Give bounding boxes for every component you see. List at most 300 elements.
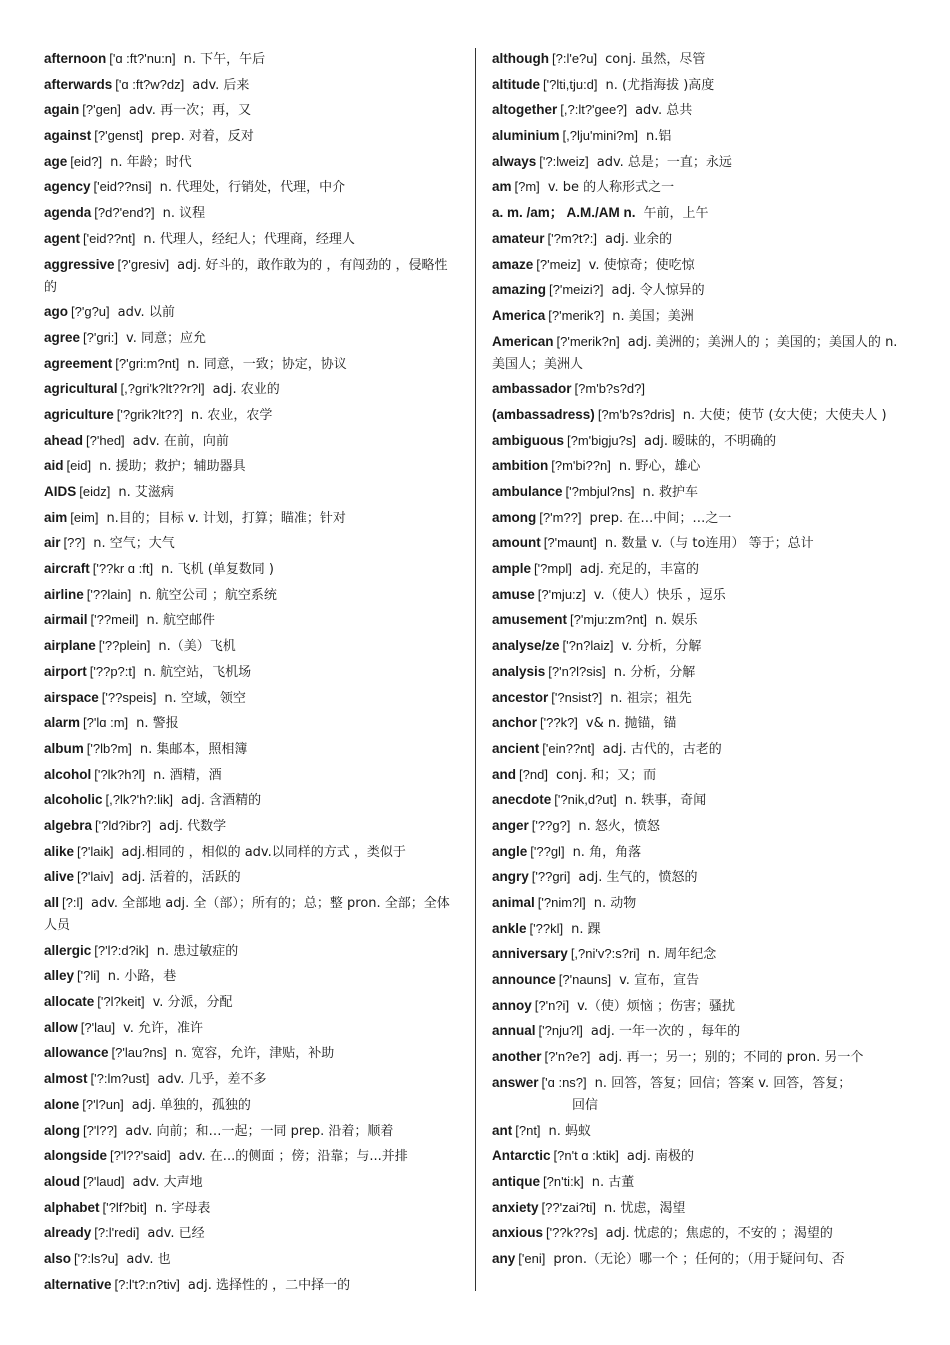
entry-afterwards: [44, 74, 456, 97]
definition: adv. 全部地 adj. 全（部）；所有的；总；整 pron. 全部；全体人员: [44, 896, 450, 933]
phonetic: ['??plein]: [98, 638, 151, 654]
entry-am: [492, 176, 906, 199]
definition: n. 空域，领空: [164, 690, 246, 706]
headword: aluminium: [492, 128, 560, 144]
definition: n. 援助；救护；辅助器具: [99, 459, 246, 475]
phonetic: [?m'b?s?d?]: [574, 381, 645, 397]
headword: altitude: [492, 76, 541, 92]
phonetic: ['ɑ :ns?]: [541, 1074, 587, 1090]
entry-age: [44, 151, 456, 174]
definition: adv. 以前: [117, 305, 175, 321]
phonetic: ['?lb?m]: [86, 740, 132, 756]
definition: n. 古董: [591, 1174, 635, 1190]
headword: angry: [492, 869, 529, 885]
definition: n. 代理人，经纪人；代理商，经理人: [143, 231, 355, 247]
definition: adv. 已经: [147, 1226, 205, 1242]
headword: ambulance: [492, 484, 563, 499]
headword: analyse/ze: [492, 638, 560, 654]
definition: v& n. 抛锚，锚: [585, 716, 677, 732]
entry-anxiety: [492, 1197, 906, 1220]
headword: alone: [44, 1096, 80, 1112]
headword: American: [492, 333, 554, 349]
definition: v. be 的人称形式之一: [547, 180, 675, 196]
phonetic: [?'n?i]: [534, 997, 570, 1013]
entry-aid: [44, 455, 456, 478]
definition: n. 蚂蚁: [548, 1123, 592, 1139]
definition: n. 集邮本，照相簿: [139, 741, 248, 757]
left-column: [44, 48, 456, 1299]
headword: against: [44, 128, 92, 144]
headword: America: [492, 307, 546, 323]
entry-agency: [44, 176, 456, 199]
headword: ahead: [44, 432, 84, 448]
headword: amount: [492, 535, 541, 551]
headword: anger: [492, 817, 529, 833]
headword: album: [44, 740, 84, 756]
entry-angle: [492, 841, 906, 864]
entry-allergic: [44, 940, 456, 963]
definition: n. 航空公司 ；航空系统: [139, 587, 277, 603]
definition: adj. 一年一次的 ，每年的: [590, 1024, 741, 1040]
headword: anxious: [492, 1225, 544, 1241]
entry-agenda: [44, 202, 456, 225]
phonetic: ['?l?keit]: [97, 994, 145, 1010]
headword: ample: [492, 561, 532, 577]
entry-ambassadress: [492, 404, 906, 427]
entry-anchor: [492, 712, 906, 735]
phonetic: [??]: [63, 535, 86, 551]
headword: alarm: [44, 715, 81, 731]
definition: n. 数量 v.（与 to连用） 等于；总计: [604, 536, 814, 552]
headword: airmail: [44, 612, 88, 628]
definition: adv. 再一次；再，又: [128, 103, 252, 119]
entry-amusement: [492, 609, 906, 632]
entry-amuse: [492, 584, 906, 607]
definition: prep. 在…中间；…之一: [589, 510, 732, 526]
headword: anniversary: [492, 946, 568, 962]
entry-ago: [44, 301, 456, 324]
phonetic: [?'gri:m?nt]: [115, 355, 180, 371]
definition: adj. 代数学: [159, 818, 227, 834]
headword: another: [492, 1049, 542, 1065]
phonetic: [?:l't?:n?tiv]: [114, 1276, 180, 1292]
definition: n. 忧虑，渴望: [604, 1200, 686, 1216]
phonetic: [?'genst]: [94, 128, 144, 144]
definition: v.（使人）快乐 ，逗乐: [593, 587, 726, 603]
entry-alongside: [44, 1145, 456, 1168]
phonetic: [?:l'redi]: [94, 1225, 140, 1241]
phonetic: ['?lti,tju:d]: [543, 76, 598, 92]
headword: amaze: [492, 256, 534, 272]
phonetic: ['?mpl]: [534, 561, 572, 577]
phonetic: [eid]: [66, 458, 92, 474]
phonetic: [?nd]: [519, 766, 548, 782]
definition: adj.相同的 ，相似的 adv.以同样的方式 ，类似于: [121, 844, 406, 860]
headword: antique: [492, 1173, 541, 1189]
entry-ample: [492, 558, 906, 581]
entry-always: [492, 151, 906, 174]
entry-amount: [492, 532, 906, 555]
phonetic: [?'gen]: [82, 102, 121, 118]
phonetic: [?m]: [514, 179, 540, 195]
entry-america: [492, 305, 906, 328]
headword: a. m. /am； A.M./AM n.: [492, 205, 636, 221]
entry-angry: [492, 866, 906, 889]
headword: always: [492, 153, 537, 169]
phonetic: [?'g?u]: [71, 304, 110, 320]
entry-anniversary: [492, 943, 906, 966]
entry-ambassador: [492, 378, 906, 401]
headword: annual: [492, 1023, 536, 1039]
phonetic: [?'l??]: [83, 1122, 118, 1138]
phonetic: ['??gl]: [530, 843, 565, 859]
phonetic: ['ɑ :ft?'nu:n]: [109, 51, 176, 66]
definition: n.（美）飞机: [158, 639, 236, 655]
definition: n. 踝: [571, 921, 601, 937]
phonetic: [?'mju:zm?nt]: [570, 612, 647, 628]
definition: v. 宣布，宣告: [619, 973, 700, 989]
right-column: [492, 48, 906, 1274]
entry-all: [44, 892, 456, 937]
definition: conj. 虽然，尽管: [605, 52, 706, 67]
headword: airport: [44, 663, 87, 679]
definition: n. 代理处，行销处，代理，中介: [159, 180, 346, 196]
phonetic: ['eid??nt]: [83, 230, 136, 246]
entry-alone: [44, 1094, 456, 1117]
phonetic: [?'laiv]: [77, 869, 114, 885]
phonetic: ['?nju?l]: [538, 1023, 583, 1039]
headword: and: [492, 766, 517, 782]
headword: agree: [44, 329, 81, 345]
definition: adj. 好斗的，敢作敢为的 ，有闯劲的 ，侵略性的: [44, 257, 448, 295]
headword: annoy: [492, 997, 532, 1013]
headword: am: [492, 179, 512, 195]
headword: announce: [492, 972, 556, 988]
phonetic: [?'lau?ns]: [111, 1045, 167, 1061]
phonetic: ['??speis]: [101, 689, 157, 705]
headword: airplane: [44, 638, 96, 654]
entry-alike: [44, 841, 456, 864]
definition: adj. 忧虑的；焦虑的，不安的 ；渴望的: [605, 1226, 833, 1242]
phonetic: ['??k??s]: [546, 1225, 598, 1241]
headword: alongside: [44, 1148, 108, 1164]
definition: adj. 业余的: [604, 231, 673, 247]
definition: v. 同意；应允: [126, 330, 206, 346]
phonetic: [?'m??]: [539, 509, 582, 525]
headword: already: [44, 1225, 92, 1241]
definition: v. 允许，准许: [123, 1020, 204, 1036]
definition: n. 轶事，奇闻: [624, 793, 707, 809]
definition: n. 空气；大气: [93, 536, 175, 552]
definition: n.目的；目标 v. 计划，打算；瞄准；针对: [106, 510, 346, 526]
headword: agency: [44, 179, 91, 195]
phonetic: ['??kl]: [529, 920, 564, 936]
headword: ambiguous: [492, 432, 565, 448]
entry-among: [492, 507, 906, 530]
phonetic: ['?m?t?:]: [547, 230, 597, 246]
phonetic: [?'l??'said]: [110, 1148, 171, 1164]
definition: n. 美国；美洲: [612, 308, 694, 324]
definition: n. 角，角落: [572, 844, 642, 860]
definition: n. 娱乐: [654, 613, 698, 629]
phonetic: ['ɑ :ft?w?dz]: [115, 76, 185, 92]
definition: adj. 古代的，古老的: [602, 741, 722, 757]
entry-airline: [44, 584, 456, 607]
phonetic: [?n't ɑ :ktik]: [553, 1148, 619, 1164]
entry-although: [492, 48, 906, 71]
entry-announce: [492, 969, 906, 992]
definition: adv. 也: [126, 1251, 171, 1267]
headword: allergic: [44, 942, 92, 958]
headword: again: [44, 102, 80, 118]
headword: ant: [492, 1122, 513, 1138]
phonetic: ['??gri]: [531, 869, 571, 885]
phonetic: [,?gri'k?lt??r?l]: [120, 381, 205, 397]
entry-album: [44, 738, 456, 761]
entry-annoy: [492, 995, 906, 1018]
entry-also: [44, 1248, 456, 1271]
definition: n. 航空邮件: [146, 613, 216, 629]
definition: v. 分派，分配: [152, 995, 233, 1011]
entry-alcohol: [44, 764, 456, 787]
entry-against: [44, 125, 456, 148]
headword: almost: [44, 1071, 88, 1087]
entry-alarm: [44, 712, 456, 735]
headword: aircraft: [44, 561, 90, 577]
headword: allowance: [44, 1045, 109, 1061]
phonetic: [?'n?l?sis]: [548, 663, 606, 679]
entry-american: [492, 331, 906, 376]
entry-amazing: [492, 279, 906, 302]
entry-already: [44, 1222, 456, 1245]
phonetic: [,?lk?'h?:lik]: [105, 792, 174, 808]
headword: (ambassadress): [492, 406, 595, 422]
definition: n. 酒精，酒: [153, 767, 222, 783]
definition: n. 分析，分解: [613, 664, 696, 680]
headword: anxiety: [492, 1199, 539, 1215]
headword: aid: [44, 458, 64, 474]
headword: among: [492, 509, 537, 525]
definition: adj. 含酒精的: [181, 793, 262, 809]
definition: adv. 在...的侧面 ；傍；沿靠；与...并排: [178, 1149, 408, 1165]
phonetic: ['?li]: [77, 968, 100, 984]
definition: n. 患过敏症的: [156, 943, 239, 959]
headword: aim: [44, 509, 68, 525]
phonetic: [?'meiz]: [536, 256, 581, 272]
headword: agreement: [44, 355, 113, 371]
headword: afternoon: [44, 51, 107, 66]
phonetic: ['?:ls?u]: [74, 1250, 119, 1266]
headword: agenda: [44, 205, 92, 221]
definition: adv. 向前；和…一起；一同 prep. 沿着；顺着: [125, 1123, 394, 1139]
phonetic: [?nt]: [515, 1122, 541, 1138]
entry-and: [492, 764, 906, 787]
entry-anxious: [492, 1222, 906, 1245]
headword: alcoholic: [44, 792, 103, 808]
headword: agricultural: [44, 381, 118, 397]
definition: v. 分析，分解: [621, 639, 702, 655]
entry-agreement: [44, 353, 456, 376]
entry-analysis: [492, 661, 906, 684]
definition: 午前，上午: [643, 206, 709, 222]
headword: aloud: [44, 1173, 80, 1189]
definition: adj. 南极的: [626, 1149, 694, 1165]
definition: n. (尤指海拔 )高度: [605, 77, 715, 93]
phonetic: [?'l?un]: [82, 1096, 124, 1112]
phonetic: [?'merik?]: [548, 307, 605, 323]
definition: pron.（无论）哪一个 ；任何的；（用于疑问句、否: [553, 1251, 845, 1267]
entry-a-m-am-a-m-am-n: [492, 202, 906, 225]
entry-alternative: [44, 1274, 456, 1297]
entry-aircraft: [44, 558, 456, 581]
headword: ambassador: [492, 381, 572, 397]
phonetic: ['?n?laiz]: [562, 638, 614, 654]
headword: alphabet: [44, 1199, 100, 1215]
definition: n. 野心，雄心: [618, 459, 701, 475]
definition: conj. 和；又；而: [555, 767, 657, 783]
headword: ancestor: [492, 689, 549, 705]
headword: agriculture: [44, 406, 114, 422]
phonetic: ['?mbjul?ns]: [565, 484, 635, 499]
entry-airplane: [44, 635, 456, 658]
phonetic: [?'maunt]: [543, 535, 597, 551]
entry-analyse-ze: [492, 635, 906, 658]
entry-agent: [44, 228, 456, 251]
definition: n. 字母表: [154, 1200, 211, 1216]
entry-ancestor: [492, 687, 906, 710]
entry-altogether: [492, 99, 906, 122]
definition: adv. 总是；一直；永远: [596, 154, 732, 170]
definition-continued: 回信: [572, 1097, 599, 1113]
entry-afternoon: [44, 48, 456, 71]
headword: airspace: [44, 689, 99, 705]
phonetic: ['?grik?lt??]: [116, 406, 183, 422]
phonetic: ['?ld?ibr?]: [95, 817, 151, 833]
entry-amateur: [492, 228, 906, 251]
headword: Antarctic: [492, 1148, 551, 1164]
phonetic: [?'gri:]: [83, 329, 119, 345]
headword: any: [492, 1250, 516, 1266]
entry-again: [44, 99, 456, 122]
phonetic: [?'meizi?]: [549, 282, 604, 298]
entry-annual: [492, 1020, 906, 1043]
phonetic: [eid?]: [70, 153, 103, 169]
headword: amusement: [492, 612, 568, 628]
entry-ambition: [492, 455, 906, 478]
entry-answer: [492, 1072, 906, 1117]
entry-aim: [44, 507, 456, 530]
headword: anecdote: [492, 792, 552, 808]
definition: adj. 充足的，丰富的: [579, 562, 700, 578]
headword: alternative: [44, 1276, 112, 1292]
definition: v. 使惊奇；使吃惊: [588, 257, 695, 273]
headword: air: [44, 535, 61, 551]
definition: n. 年龄；时代: [110, 154, 192, 170]
headword: amazing: [492, 282, 547, 298]
definition: n. 航空站，飞机场: [143, 664, 252, 680]
phonetic: ['??lain]: [86, 586, 132, 602]
phonetic: ['eid??nsi]: [93, 179, 152, 195]
entry-aloud: [44, 1171, 456, 1194]
definition: adj. 美洲的；美洲人的 ；美国的；美国人的 n. 美国人；美洲人: [492, 334, 898, 372]
definition: adv. 总共: [635, 103, 693, 119]
phonetic: [?m'bi??n]: [551, 458, 611, 474]
definition: adj. 生气的，愤怒的: [578, 870, 698, 886]
entry-along: [44, 1120, 456, 1143]
headword: allow: [44, 1019, 78, 1035]
headword: agent: [44, 230, 81, 246]
entry-ambulance: [492, 481, 906, 504]
definition: n. 警报: [136, 716, 179, 732]
headword: alley: [44, 968, 75, 984]
definition: adv. 几乎，差不多: [157, 1072, 267, 1088]
phonetic: [?'gresiv]: [117, 256, 170, 272]
entry-aluminium: [492, 125, 906, 148]
definition: n. 议程: [162, 206, 206, 222]
phonetic: ['??kr ɑ :ft]: [92, 561, 154, 577]
definition: adj. 农业的: [212, 382, 280, 398]
entry-agree: [44, 327, 456, 350]
entry-amaze: [492, 254, 906, 277]
column-divider: [475, 48, 476, 1291]
definition: n. 下午，午后: [183, 52, 266, 67]
entry-airport: [44, 661, 456, 684]
headword: ambition: [492, 458, 549, 474]
definition: n. 周年纪念: [647, 947, 717, 963]
entry-ahead: [44, 430, 456, 453]
definition: adv. 在前，向前: [132, 433, 229, 449]
entry-alive: [44, 866, 456, 889]
entry-agricultural: [44, 378, 456, 401]
definition: n. 宽容，允许，津贴，补助: [174, 1046, 335, 1062]
phonetic: [?'hed]: [86, 432, 125, 448]
phonetic: [?'merik?n]: [556, 333, 620, 349]
phonetic: ['??meil]: [90, 612, 139, 628]
entry-air: [44, 532, 456, 555]
entry-animal: [492, 892, 906, 915]
phonetic: ['?nim?l]: [537, 895, 586, 910]
phonetic: [?'l?:d?ik]: [94, 942, 149, 958]
headword: age: [44, 153, 68, 169]
definition: adv. 大声地: [132, 1174, 203, 1190]
phonetic: [?'nauns]: [558, 972, 612, 988]
headword: alike: [44, 843, 75, 859]
definition: v.（使）烦恼 ；伤害；骚扰: [577, 998, 736, 1014]
entry-allow: [44, 1017, 456, 1040]
entry-airmail: [44, 609, 456, 632]
entry-anecdote: [492, 789, 906, 812]
headword: afterwards: [44, 76, 113, 92]
entry-algebra: [44, 815, 456, 838]
phonetic: [?m'b?s?dris]: [597, 406, 675, 422]
entry-allocate: [44, 991, 456, 1014]
phonetic: ['?:lm?ust]: [90, 1071, 150, 1087]
definition: n. 小路，巷: [107, 969, 177, 985]
entry-altitude: [492, 74, 906, 97]
definition: n. 动物: [593, 896, 637, 911]
headword: airline: [44, 586, 84, 602]
entry-alphabet: [44, 1197, 456, 1220]
phonetic: [eim]: [70, 509, 99, 525]
phonetic: ['?:lweiz]: [539, 153, 589, 169]
phonetic: ['?lf?bit]: [102, 1199, 147, 1215]
headword: analysis: [492, 663, 546, 679]
headword: all: [44, 895, 60, 910]
entry-ancient: [492, 738, 906, 761]
phonetic: [eidz]: [79, 484, 111, 499]
phonetic: ['??p?:t]: [89, 663, 136, 679]
phonetic: [?'n?e?]: [544, 1049, 591, 1065]
